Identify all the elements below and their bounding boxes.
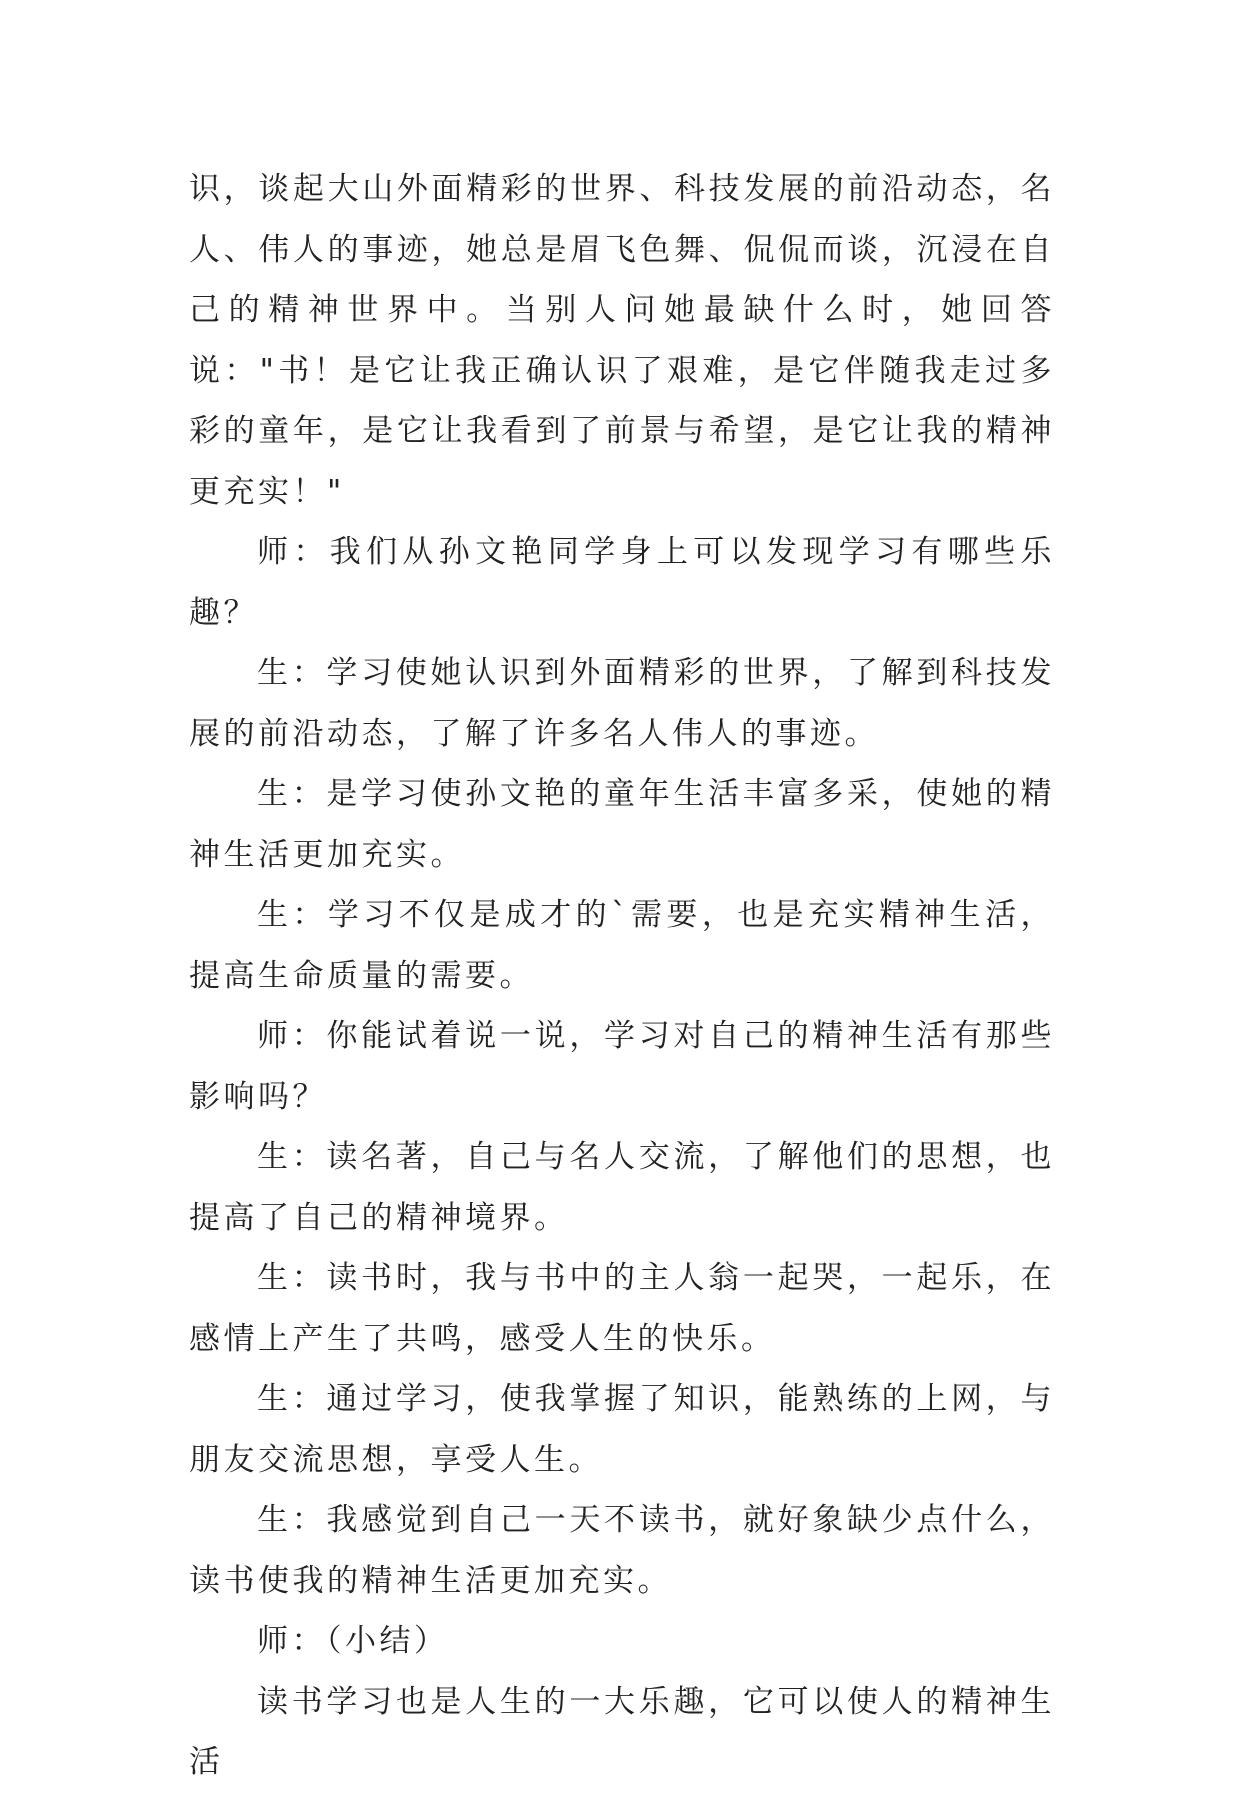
paragraph-teacher-question: 师：我们从孙文艳同学身上可以发现学习有哪些乐趣？ bbox=[189, 534, 1055, 631]
paragraph-student-answer: 生：读书时，我与书中的主人翁一起哭，一起乐，在感情上产生了共鸣，感受人生的快乐。 bbox=[189, 1260, 1055, 1357]
paragraph-student-answer: 生：学习使她认识到外面精彩的世界，了解到科技发展的前沿动态，了解了许多名人伟人的事迹。 bbox=[189, 655, 1055, 752]
paragraph-teacher-question: 师：你能试着说一说，学习对自己的精神生活有那些影响吗？ bbox=[189, 1018, 1055, 1115]
document-body bbox=[189, 159, 1055, 1793]
paragraph-student-answer: 生：是学习使孙文艳的童年生活丰富多采，使她的精神生活更加充实。 bbox=[189, 776, 1055, 873]
paragraph-student-answer: 生：学习不仅是成才的`需要，也是充实精神生活，提高生命质量的需要。 bbox=[189, 897, 1055, 994]
paragraph-student-answer: 生：通过学习，使我掌握了知识，能熟练的上网，与朋友交流思想，享受人生。 bbox=[189, 1381, 1055, 1478]
paragraph-teacher-summary: 师：（小结） bbox=[257, 1623, 449, 1659]
paragraph-continuation: 识，谈起大山外面精彩的世界、科技发展的前沿动态，名人、伟人的事迹，她总是眉飞色舞、侃侃而谈，沉浸在自己的精神世界中。当别人问她最缺什么时，她回答说："书！是它让我正确认识了艰难，是它伴随我走过多彩的童年，是它让我看到了前景与希望，是它让我的精神更充实！" bbox=[189, 171, 1055, 510]
paragraph-summary-text: 读书学习也是人生的一大乐趣，它可以使人的精神生活 bbox=[189, 1683, 1055, 1780]
paragraph-student-answer: 生：我感觉到自己一天不读书，就好象缺少点什么，读书使我的精神生活更加充实。 bbox=[189, 1502, 1055, 1599]
paragraph-student-answer: 生：读名著，自己与名人交流，了解他们的思想，也提高了自己的精神境界。 bbox=[189, 1139, 1055, 1236]
